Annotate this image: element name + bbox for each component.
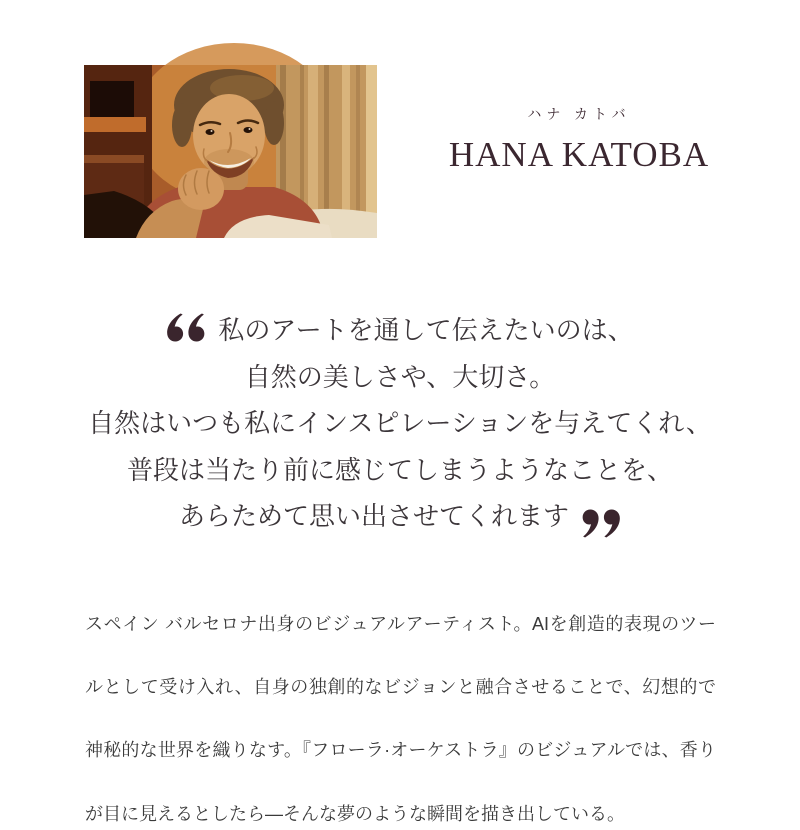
quote-line-3: 自然はいつも私にインスピレーションを与えてくれ、 [88, 409, 712, 438]
quote-line-4: 普段は当たり前に感じてしまうようなことを、 [126, 455, 673, 485]
bio-line: スペイン バルセロナ出身のビジュアルアーティスト。AIを創造的表現のツー [85, 614, 716, 634]
artist-furigana: ハナ カトバ [527, 108, 631, 123]
quote-line-2: 自然の美しさや、大切さ。 [244, 362, 556, 392]
bio-line: が目に見えるとしたら—そんな夢のような瞬間を描き出している。 [85, 803, 625, 824]
quote-text: あらためて思い出させてくれます [178, 502, 569, 531]
quote-line-5 [0, 494, 800, 541]
portrait-photo [84, 65, 377, 238]
close-quote-icon [581, 509, 621, 538]
quote-line-1 [0, 308, 800, 355]
bio-line: 神秘的な世界を織りなす。『フローラ·オーケストラ』のビジュアルでは、香り [85, 740, 716, 761]
bio-paragraph [85, 609, 716, 830]
open-quote-icon [166, 313, 206, 342]
artist-name: HANA KATOBA [448, 135, 710, 174]
quote-block [0, 308, 800, 541]
portrait-illustration [84, 65, 377, 238]
artist-name-block [428, 104, 730, 175]
bio-line: ルとして受け入れ、自身の独創的なビジョンと融合させることで、幻想的で [85, 677, 716, 698]
quote-text: 私のアートを通して伝えたいのは、 [218, 316, 634, 345]
